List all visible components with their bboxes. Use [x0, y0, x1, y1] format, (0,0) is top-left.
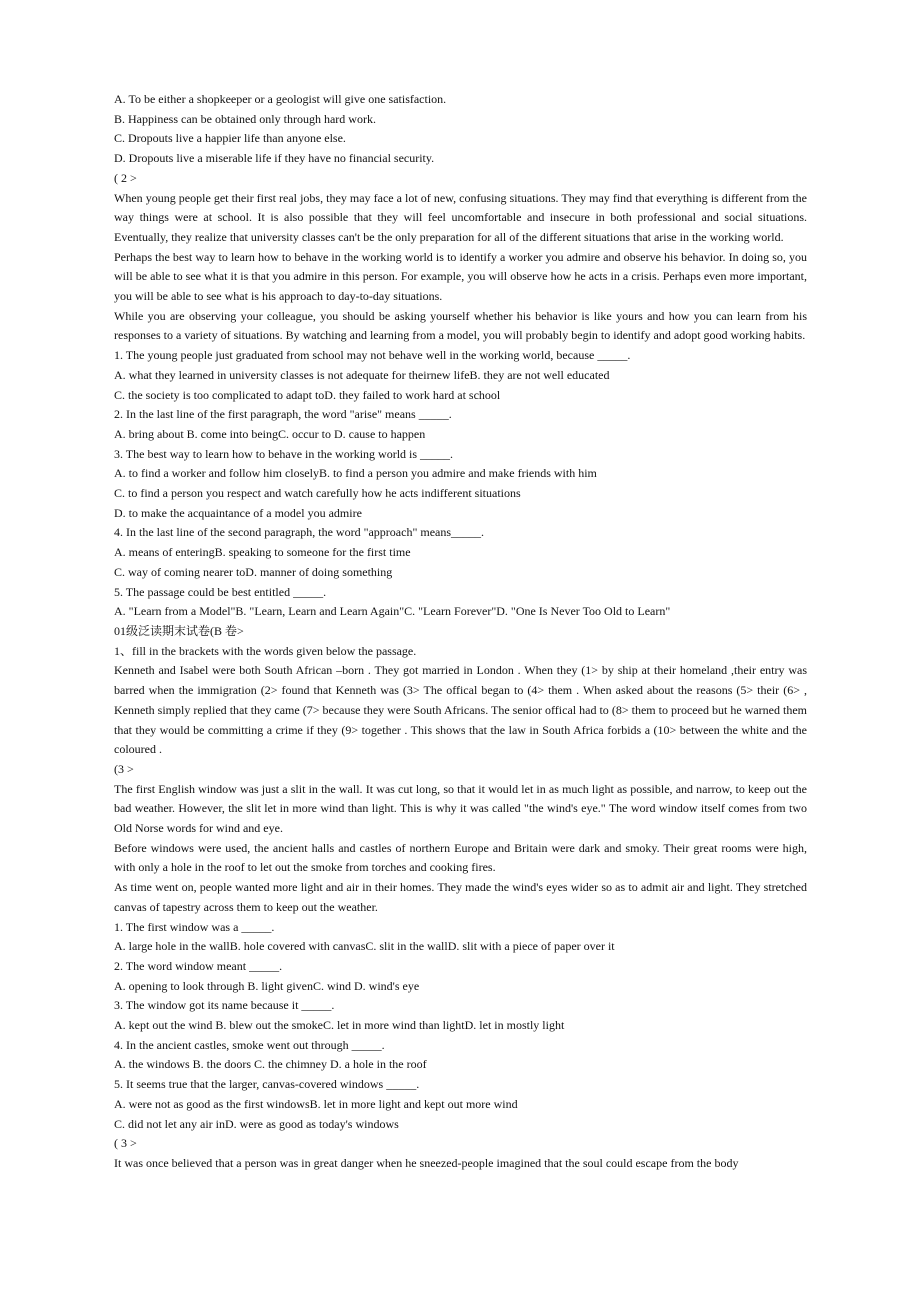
- question-line: 3. The best way to learn how to behave in the working world is _____.: [114, 446, 454, 461]
- exam-heading: 01级泛读期末试卷(B 卷>: [114, 623, 244, 638]
- passage-paragraph: Before windows were used, the ancient halls and castles of northern Europe and Britain were dark and smoky. Their great rooms were high, with only a hole in the roof to let out the smoke from torches and cooking fires.: [114, 840, 807, 875]
- option-line: A. to find a worker and follow him closelyB. to find a person you admire and make friends with him: [114, 466, 597, 481]
- option-line: C. the society is too complicated to adapt toD. they failed to work hard at school: [114, 387, 501, 402]
- option-line: A. To be either a shopkeeper or a geologist will give one satisfaction.: [114, 92, 447, 106]
- option-line: A. kept out the wind B. blew out the smokeC. let in more wind than lightD. let in mostly light: [114, 1018, 565, 1033]
- option-line: A. bring about B. come into beingC. occur to D. cause to happen: [114, 426, 426, 441]
- question-line: 4. In the ancient castles, smoke went out through _____.: [114, 1037, 385, 1052]
- option-line: D. to make the acquaintance of a model you admire: [114, 505, 362, 520]
- passage-paragraph: It was once believed that a person was in great danger when he sneezed-people imagined that the soul could escape from the body: [114, 1155, 739, 1170]
- option-line: B. Happiness can be obtained only through hard work.: [114, 111, 376, 126]
- option-line: A. what they learned in university classes is not adequate for theirnew lifeB. they are not well educated: [114, 367, 610, 382]
- option-line: C. to find a person you respect and watch carefully how he acts indifferent situations: [114, 486, 521, 501]
- question-line: 4. In the last line of the second paragraph, the word "approach" means_____.: [114, 525, 485, 540]
- option-line: A. were not as good as the first windowsB. let in more light and kept out more wind: [114, 1096, 518, 1111]
- question-line: 1. The first window was a _____.: [114, 919, 275, 934]
- question-line: 2. In the last line of the first paragraph, the word "arise" means _____.: [114, 407, 452, 422]
- document-page: [114, 90, 807, 1174]
- section-marker: ( 3 >: [114, 1136, 137, 1151]
- passage-paragraph: As time went on, people wanted more light and air in their homes. They made the wind's eyes wider so as to admit air and light. They stretched canvas of tapestry across them to keep out the weather.: [114, 880, 807, 914]
- passage-paragraph: When young people get their first real jobs, they may face a lot of new, confusing situations. They may find that everything is different from the way things were at school. It is also possible that they will feel uncomfortable and insecure in both professional and social situations. Eventually, they realize that university classes can't be the only preparation for all of the different situations that arise in the working world.: [114, 190, 807, 244]
- question-line: 5. The passage could be best entitled _____.: [114, 584, 327, 599]
- option-line: A. "Learn from a Model"B. "Learn, Learn and Learn Again"C. "Learn Forever"D. "One Is Never Too Old to Learn": [114, 604, 671, 619]
- instruction-line: 1、fill in the brackets with the words given below the passage.: [114, 643, 417, 658]
- question-line: 1. The young people just graduated from school may not behave well in the working world, because _____.: [114, 348, 631, 363]
- question-line: 2. The word window meant _____.: [114, 958, 283, 973]
- option-line: A. the windows B. the doors C. the chimney D. a hole in the roof: [114, 1057, 427, 1072]
- section-marker: (3 >: [114, 761, 134, 776]
- passage-paragraph: The first English window was just a slit in the wall. It was cut long, so that it would let in as much light as possible, and narrow, to keep out the bad weather. However, the slit let in more wind than light. This is why it was called "the wind's eye." The word window itself comes from two Old Norse words for wind and eye.: [114, 781, 807, 836]
- option-line: A. large hole in the wallB. hole covered with canvasC. slit in the wallD. slit with a piece of paper over it: [114, 939, 615, 954]
- section-marker: ( 2 >: [114, 170, 137, 185]
- passage-paragraph: While you are observing your colleague, you should be asking yourself whether his behavior is like yours and how you can learn from his responses to a variety of situations. By watching and learning from a model, you will probably begin to identify and adopt good working habits.: [114, 308, 807, 343]
- option-line: C. did not let any air inD. were as good as today's windows: [114, 1116, 399, 1131]
- option-line: D. Dropouts live a miserable life if they have no financial security.: [114, 151, 435, 166]
- option-line: C. way of coming nearer toD. manner of doing something: [114, 564, 393, 579]
- passage-paragraph: Kenneth and Isabel were both South African –born . They got married in London . When they (1> by ship at their homeland ,their entry was barred when the immigration (2> found that Kenneth was (3> The offical began to (4> them . When asked about the reasons (5> their (6> , Kenneth simply replied that they came (7> because they were South Africans. The senior offical had to (8> them to proceed but he warned them that they would be committing a crime if they (9> together . This shows that the law in South Africa forbids a (10> between the white and the coloured .: [114, 663, 807, 757]
- question-line: 3. The window got its name because it _____.: [114, 998, 335, 1013]
- option-line: A. means of enteringB. speaking to someone for the first time: [114, 545, 411, 560]
- option-line: A. opening to look through B. light givenC. wind D. wind's eye: [114, 978, 420, 993]
- option-line: C. Dropouts live a happier life than anyone else.: [114, 131, 346, 146]
- question-line: 5. It seems true that the larger, canvas-covered windows _____.: [114, 1077, 420, 1092]
- passage-paragraph: Perhaps the best way to learn how to behave in the working world is to identify a worker you admire and observe his behavior. In doing so, you will be able to see what it is that you admire in this person. For example, you will observe how he acts in a crisis. Perhaps even more important, you will be able to see what is his approach to day-to-day situations.: [114, 249, 807, 304]
